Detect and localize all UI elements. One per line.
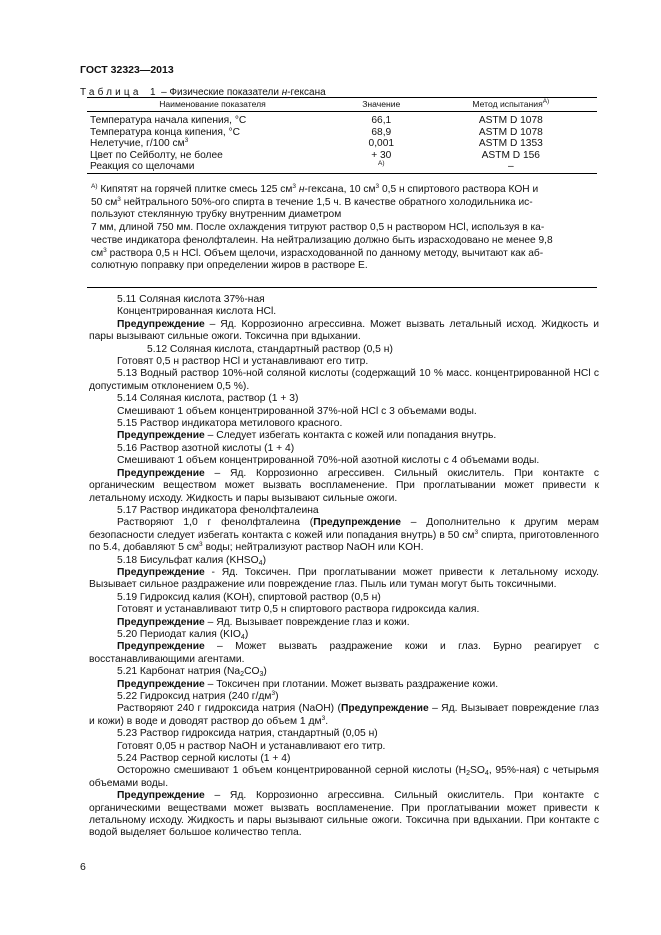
warning-paragraph: Предупреждение – Может вызвать раздражение кожи и глаз. Бурно реагирует с восстанавливающими агентами. (89, 641, 599, 665)
warning-paragraph: Предупреждение - Яд. Токсичен. При проглатывании может привести к летальному исходу. Вызывает сильное раздражение или повреждение глаз. Пыль или туман могут быть токсичными. (89, 566, 599, 591)
column-header-name: Наименование показателя (87, 98, 338, 112)
section-5-23-title: 5.23 Раствор гидроксида натрия, стандартный (0,05 н) (117, 728, 378, 740)
section-5-11-title: 5.11 Соляная кислота 37%-ная (117, 294, 265, 305)
warning-paragraph: Предупреждение – Яд. Коррозионно агрессивна. Может вызвать летальный исход. Жидкость и пары вызывают сильные ожоги. Токсична при вдыхании. (89, 318, 599, 343)
document-body: 5.11 Соляная кислота 37%-ная Концентрированная кислота HCl. Предупреждение – Яд. Коррозионно агрессивна. Может вызвать летальный исход. Жидкость и пары вызывают сильные ожоги. Токсична при вдыхании. 5.12 Соляная кислота, стандартный раствор (0,5 н) Готовят 0,5 н раствор HCl и устанавливают его титр. 5.13 Водный раствор 10%-ной соляной кислоты (содержащий 10 % масс. концентрированной HCl с допустимым отклонением 0,5 %). 5.14 Соляная кислота, раствор (1 + 3) Смешивают 1 объем концентрированной 37%-ной HCl с 3 объемами воды. 5.15 Раствор индикатора метилового красного. Предупреждение – Следует избегать контакта с кожей или попадания внутрь. 5.16 Раствор азотной кислоты (1 + 4) Смешивают 1 объем концентрированной 70%-ной азотной кислоты с 4 объемами воды. Предупреждение – Яд. Коррозионно агрессивен. Сильный окислитель. При контакте с органическим веществом может вызвать воспламенение. При проглатывании может привести к летальному исходу. Жидкость и пары вызывают сильные ожоги. 5.17 Раствор индикатора фенолфталеина Растворяют 1,0 г фенолфталеина (Предупреждение – Дополнительно к другим мерам безопасности следует избегать контакта с кожей или попадания внутрь) в 50 $см^3$ спирта, приготовленного по 5.4, добавляют 5 $см^3$ воды; нейтрализуют раствор NaOH или KOH. 5.18 Бисульфат калия $(KHSO_4)$ Предупреждение - Яд. Токсичен. При проглатывании может привести к летальному исходу. Вызывает сильное раздражение или повреждение глаз. Пыль или туман могут быть токсичными. 5.19 Гидроксид калия (KOH), спиртовой раствор (0,5 н) Готовят и устанавливают титр 0,5 н спиртового раствора гидроксида калия. Предупреждение – Яд. Вызывает повреждение глаз и кожи. 5.20 Периодат калия $(KIO_4)$ Предупреждение – Может вызвать раздражение кожи и глаз. Бурно реагирует с восстанавливающими агентами. 5.21 Карбонат натрия $(Na_2CO_3)$ Предупреждение – Токсичен при глотании. Может вызвать раздражение кожи. 5.22 Гидроксид натрия (240 $г/дм^3$) Растворяют 240 г гидроксида натрия (NaOH) (Предупреждение – Яд. Вызывает повреждение глаз и кожи) в воде и доводят раствор до объем 1 $дм^3$. 5.23 Раствор гидроксида натрия, стандартный (0,05 н) Готовят 0,05 н раствор NaOH и устанавливают его титр. 5.24 Раствор серной кислоты (1 + 4) Осторожно смешивают 1 объем концентрированной серной кислоты ($H_2SO_4$, 95%-ная) с четырьмя объемами воды. Предупреждение – Яд. Коррозионно агрессивна. Сильный окислитель. При контакте с органическими веществами может вызвать воспламенение. При проглатывании может привести к летальному исходу. Жидкость и пары вызывают сильные ожоги. Токсична при вдыхании. При контакте с водой выделяет большое количество тепла. (89, 294, 600, 839)
table-row: Температура конца кипения, °С 68,9 ASTM D 1078 (90, 126, 543, 138)
page-number: 6 (80, 861, 86, 873)
section-5-18-title: 5.18 Бисульфат калия $(KHSO_4)$ (117, 554, 267, 567)
table-row: Температура начала кипения, °С 66,1 ASTM D 1078 (90, 115, 543, 126)
section-5-21-title: 5.21 Карбонат натрия $(Na_2CO_3)$ (117, 666, 267, 679)
section-5-19-title: 5.19 Гидроксид калия (KOH), спиртовой раствор (0,5 н) (117, 591, 381, 603)
warning-paragraph: Предупреждение – Яд. Коррозионно агрессивна. Сильный окислитель. При контакте с органическими веществами может вызвать воспламенение. При проглатывании может привести к летальному исходу. Жидкость и пары вызывают сильные ожоги. Токсична при вдыхании. При контакте с водой выделяет большое количество тепла. (89, 790, 599, 839)
document-code: ГОСТ 32323—2013 (80, 64, 174, 76)
column-header-method: Метод испытания$^{А)}$ (425, 98, 597, 112)
warning-paragraph: Предупреждение – Токсичен при глотании. Может вызвать раздражение кожи. (117, 678, 499, 690)
section-5-24-title: 5.24 Раствор серной кислоты (1 + 4) (117, 753, 291, 765)
section-5-14-title: 5.14 Соляная кислота, раствор (1 + 3) (117, 393, 299, 405)
section-5-13: 5.13 Водный раствор 10%-ной соляной кислоты (содержащий 10 % масс. концентрированной HCl с допустимым отклонением 0,5 %). (89, 368, 599, 392)
warning-paragraph: Предупреждение – Яд. Коррозионно агрессивен. Сильный окислитель. При контакте с органическим веществом может вызвать воспламенение. При проглатывании может привести к летальному исходу. Жидкость и пары вызывают сильные ожоги. (89, 467, 599, 504)
table-footnote: $^{А)}$ Кипятят на горячей плитке смесь 125 $см^3$ н-гексана, 10 $см^3$ 0,5 н спиртового раствора КОН и 50 $см^3$ нейтрального 50%-ого спирта в течение 1,5 ч. В качестве обратного холодильника ис- пользуют стеклянную трубку внутренним диаметром 7 мм, длиной 750 мм. После охлаждения титруют раствор 0,5 н раствором HCl, используя в ка- честве индикатора фенолфталеин. На нейтрализацию должно быть израсходовано не менее 9,8 $см^3$ раствора 0,5 н HCl. Объем щелочи, израсходованной по данному методу, вычитают как аб- солютную поправку при определении жиров в растворе Е. (91, 183, 553, 272)
table-row: Нелетучие, г/100 $см^3$ 0,001 ASTM D 1353 (90, 137, 543, 150)
footnote-border (87, 287, 597, 288)
table-caption-word: Таблица (80, 87, 142, 98)
table-row: Цвет по Сейболту, не более + 30 ASTM D 156 (90, 149, 540, 161)
column-header-value: Значение (338, 98, 425, 112)
section-5-16-title: 5.16 Раствор азотной кислоты (1 + 4) (117, 442, 295, 454)
warning-paragraph: Предупреждение – Яд. Вызывает повреждение глаз и кожи. (117, 616, 410, 628)
section-5-20-title: 5.20 Периодат калия $(KIO_4)$ (117, 628, 249, 641)
section-5-17-title: 5.17 Раствор индикатора фенолфталеина (117, 504, 319, 516)
section-5-12-title: 5.12 Соляная кислота, стандартный раствор (0,5 н) (147, 343, 393, 355)
table-header-row (87, 98, 597, 112)
table-caption: Таблица 1 – Физические показатели н-гексана (80, 87, 326, 98)
section-5-22-title: 5.22 Гидроксид натрия (240 $г/дм^3$) (117, 690, 279, 702)
physical-properties-table (87, 97, 597, 174)
section-5-15-title: 5.15 Раствор индикатора метилового красного. (117, 418, 343, 430)
table-caption-number: 1 (149, 87, 156, 98)
table-row: Реакция со щелочами $^{А)}$ – (87, 161, 597, 173)
warning-paragraph: Предупреждение – Следует избегать контакта с кожей или попадания внутрь. (117, 430, 497, 442)
